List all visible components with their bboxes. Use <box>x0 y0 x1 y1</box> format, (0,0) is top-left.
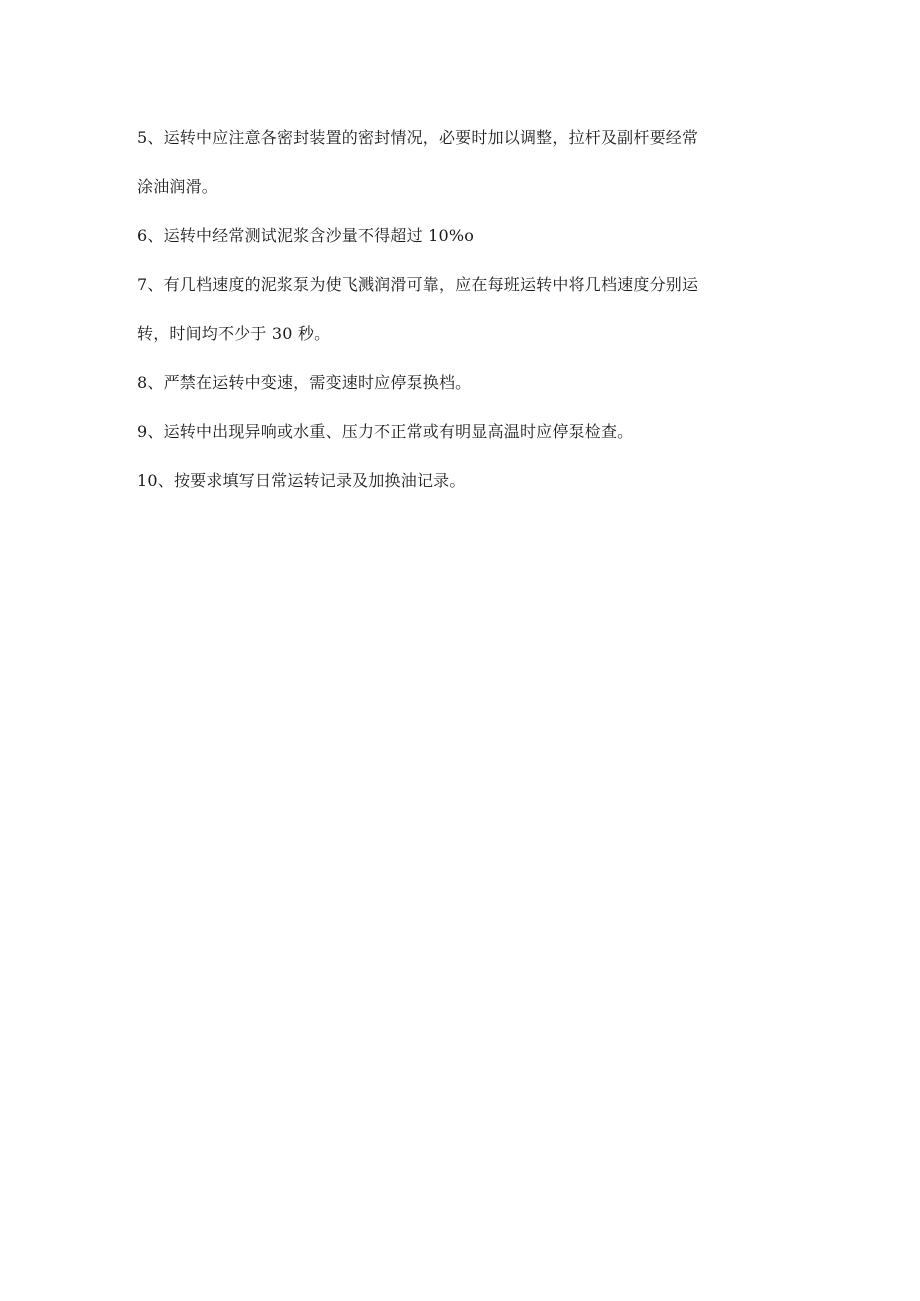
item-9-line-1: 9、运转中出现异响或水重、压力不正常或有明显高温时应停泵检查。 <box>137 422 634 441</box>
item-7-line-2: 转，时间均不少于 30 秒。 <box>137 324 331 343</box>
item-5-line-1: 5、运转中应注意各密封装置的密封情况，必要时加以调整，拉杆及副杆要经常 <box>137 128 699 147</box>
item-7-line-1: 7、有几档速度的泥浆泵为使飞溅润滑可靠，应在每班运转中将几档速度分别运 <box>137 275 699 294</box>
document-body <box>137 122 737 514</box>
item-5-line-2: 涂油润滑。 <box>137 177 219 196</box>
item-10-line-1: 10、按要求填写日常运转记录及加换油记录。 <box>137 471 466 490</box>
item-8-line-1: 8、严禁在运转中变速，需变速时应停泵换档。 <box>137 373 472 392</box>
item-6-line-1: 6、运转中经常测试泥浆含沙量不得超过 10%o <box>137 226 475 245</box>
